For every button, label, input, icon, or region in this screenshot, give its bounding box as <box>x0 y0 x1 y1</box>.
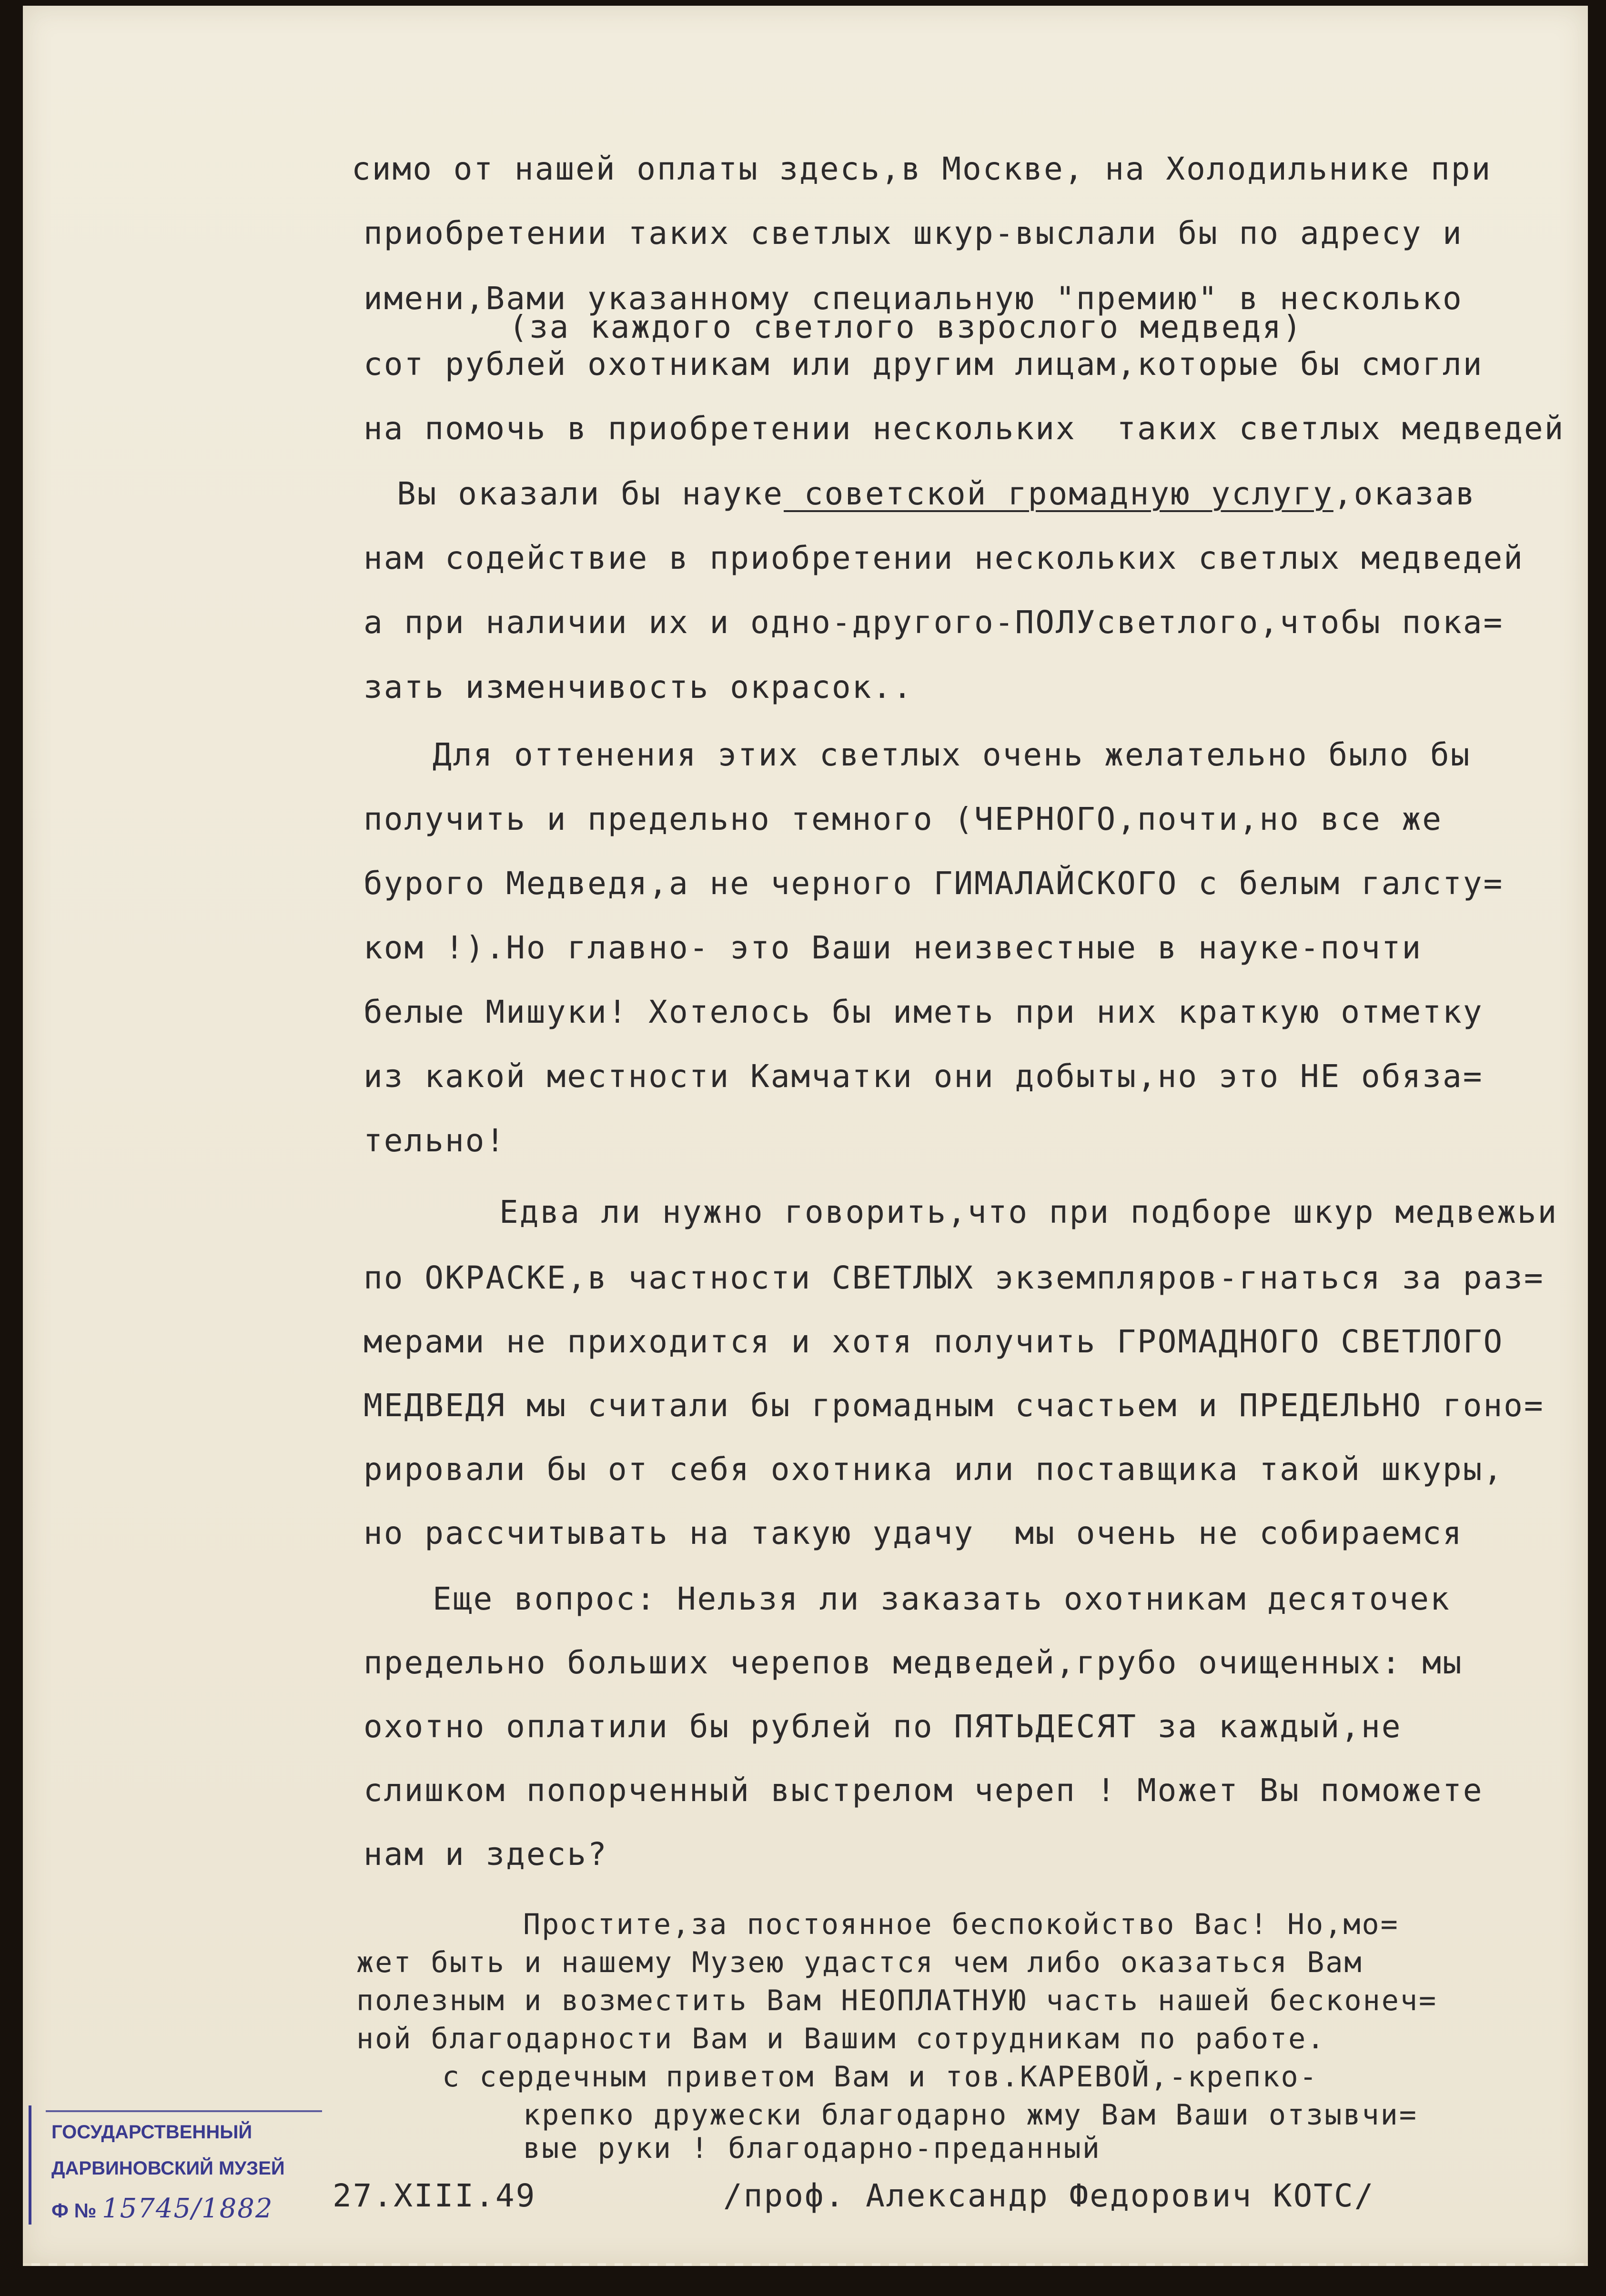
text-line: приобретении таких светлых шкур-выслали бы по адресу и <box>364 215 1463 252</box>
text-line: зать изменчивость окрасок.. <box>364 669 913 705</box>
text-line: а при наличии их и одно-другого-ПОЛУсветлого,чтобы пока= <box>364 604 1504 641</box>
text-line: ком !).Но главно- это Ваши неизвестные в науке-почти <box>364 929 1423 966</box>
text-line: но рассчитывать на такую удачу мы очень не собираемся <box>364 1515 1463 1551</box>
text-line: бурого Медведя,а не черного ГИМАЛАЙСКОГО с белым галсту= <box>364 865 1504 902</box>
text-segment: ,оказав <box>1333 475 1476 512</box>
text-line: с сердечным приветом Вам и тов.КАРЕВОЙ,-крепко- <box>442 2060 1318 2094</box>
paper-sheet <box>23 6 1588 2266</box>
text-segment: Вы оказали бы науке <box>397 475 784 512</box>
text-line <box>397 475 1476 512</box>
text-line: по ОКРАСКЕ,в частности СВЕТЛЫХ экземпляров-гнаться за раз= <box>364 1259 1545 1296</box>
text-line: охотно оплатили бы рублей по ПЯТЬДЕСЯТ за каждый,не <box>364 1708 1402 1745</box>
text-line: мерами не приходится и хотя получить ГРОМАДНОГО СВЕТЛОГО <box>364 1323 1504 1360</box>
stamp-line-2: ДАРВИНОВСКИЙ МУЗЕЙ <box>51 2158 285 2179</box>
stamp-fund-label: Ф № <box>51 2199 97 2222</box>
text-line: слишком попорченный выстрелом череп ! Может Вы поможете <box>364 1772 1484 1809</box>
text-line: тельно! <box>364 1122 506 1159</box>
text-line: получить и предельно темного (ЧЕРНОГО,почти,но все же <box>364 801 1443 837</box>
text-line: предельно больших черепов медведей,грубо очищенных: мы <box>364 1644 1463 1681</box>
stamp-border <box>46 2110 322 2112</box>
text-line: нам и здесь? <box>364 1836 608 1873</box>
text-line: симо от нашей оплаты здесь,в Москве, на Холодильнике при <box>352 151 1492 187</box>
stamp-handwritten-number: 15745/1882 <box>102 2193 273 2224</box>
text-line: ной благодарности Вам и Вашим сотрудникам по работе. <box>356 2022 1326 2055</box>
text-line: Еще вопрос: Нельзя ли заказать охотникам десяточек <box>433 1581 1451 1617</box>
museum-inventory-stamp <box>29 2105 298 2225</box>
text-line: нам содействие в приобретении нескольких светлых медведей <box>364 540 1524 576</box>
letter-date: 27.XIII.49 <box>333 2177 536 2214</box>
text-line: белые Мишуки! Хотелось бы иметь при них краткую отметку <box>364 994 1484 1030</box>
text-line: крепко дружески благодарно жму Вам Ваши отзывчи= <box>523 2098 1418 2132</box>
signature-line: /проф. Александр Федорович КОТС/ <box>723 2177 1375 2214</box>
text-line-insert: (за каждого светлого взрослого медведя) <box>509 309 1303 345</box>
text-line: рировали бы от себя охотника или поставщика такой шкуры, <box>364 1451 1504 1488</box>
text-line: имени,Вами указанному специальную "премию" в несколько <box>364 280 1463 317</box>
text-line: из какой местности Камчатки они добыты,но это НЕ обяза= <box>364 1058 1484 1095</box>
stamp-line-1: ГОСУДАРСТВЕННЫЙ <box>51 2122 253 2143</box>
text-line: Простите,за постоянное беспокойство Вас! Но,мо= <box>523 1908 1399 1941</box>
text-line: Едва ли нужно говорить,что при подборе шкур медвежьи <box>499 1194 1558 1230</box>
text-line: сот рублей охотникам или другим лицам,которые бы смогли <box>364 346 1484 383</box>
text-line: жет быть и нашему Музею удастся чем либо оказаться Вам <box>356 1946 1363 1979</box>
underlined-phrase: советской громадную услугу <box>783 475 1333 512</box>
text-line: Для оттенения этих светлых очень желательно было бы <box>433 736 1471 773</box>
text-line: вые руки ! благодарно-преданный <box>523 2132 1101 2165</box>
text-line: на помочь в приобретении нескольких таких светлых медведей <box>364 410 1565 447</box>
text-line: полезным и возместить Вам НЕОПЛАТНУЮ часть нашей бесконеч= <box>356 1984 1438 2017</box>
text-line: МЕДВЕДЯ мы считали бы громадным счастьем и ПРЕДЕЛЬНО гоно= <box>364 1387 1545 1424</box>
stamp-line-3 <box>51 2193 273 2224</box>
